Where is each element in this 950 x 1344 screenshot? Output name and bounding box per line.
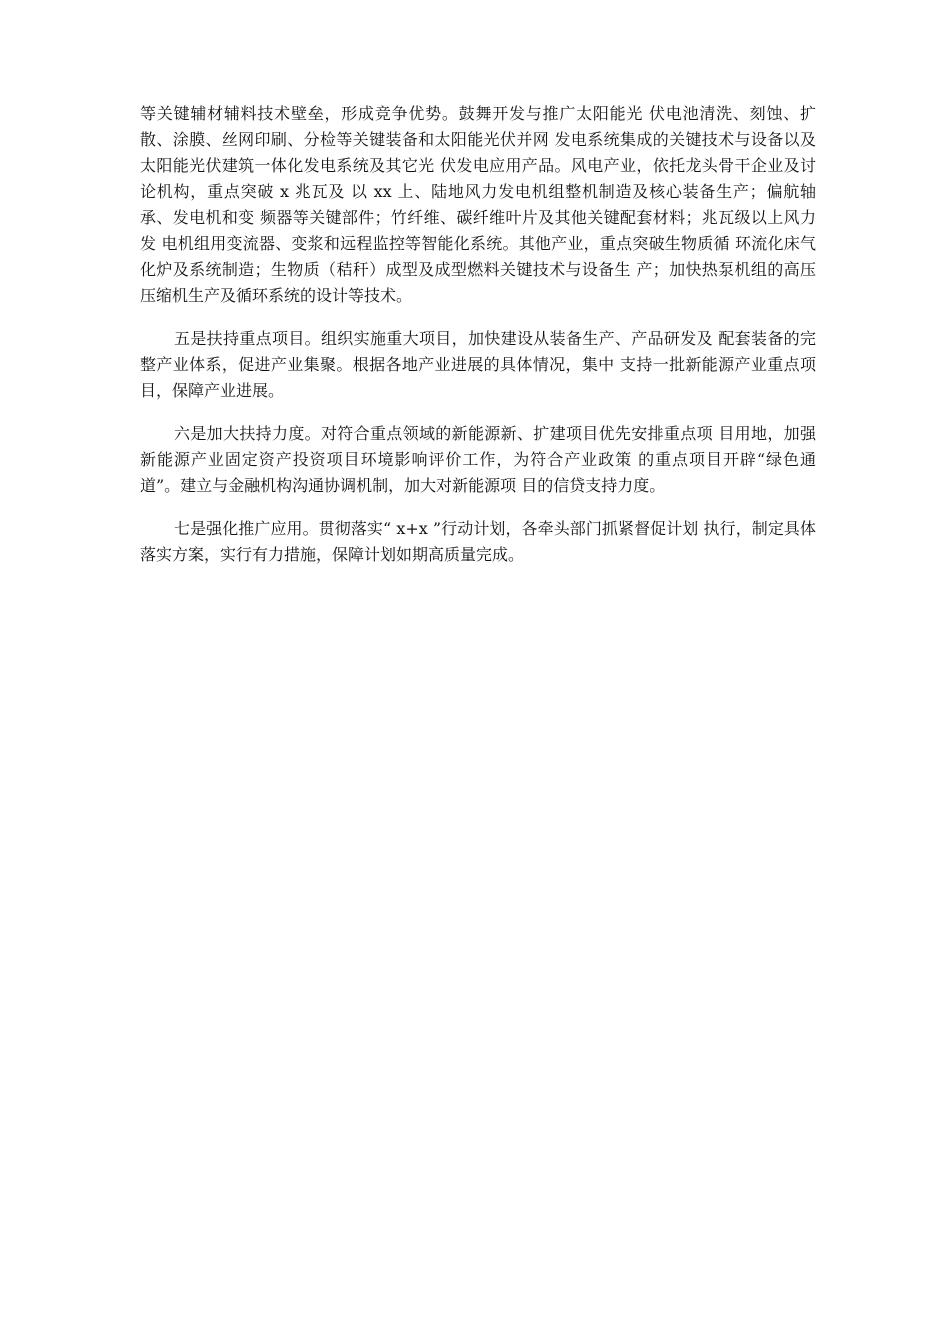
document-body <box>140 101 816 585</box>
paragraph-5: 五是扶持重点项目。组织实施重大项目，加快建设从装备生产、产品研发及 配套装备的完整产业体系，促进产业集聚。根据各地产业进展的具体情况，集中 支持一批新能源产业重点项目，保障产业进展。 <box>140 329 816 400</box>
paragraph-continuation: 等关键辅材辅料技术壁垒，形成竞争优势。鼓舞开发与推广太阳能光 伏电池清洗、刻蚀、扩散、涂膜、丝网印刷、分检等关键装备和太阳能光伏并网 发电系统集成的关键技术与设备以及太阳能光伏建筑一体化发电系统及其它光 伏发电应用产品。风电产业，依托龙头骨干企业及讨论机构，重点突破 x 兆瓦及 以 xx 上、陆地风力发电机组整机制造及核心装备生产；偏航轴承、发电机和变 频器等关键部件；竹纤维、碳纤维叶片及其他关键配套材料；兆瓦级以上风力发 电机组用变流器、变浆和远程监控等智能化系统。其他产业，重点突破生物质循 环流化床气化炉及系统制造；生物质（秸秆）成型及成型燃料关键技术与设备生 产；加快热泵机组的高压压缩机生产及循环系统的设计等技术。 <box>140 104 816 305</box>
paragraph-6: 六是加大扶持力度。对符合重点领域的新能源新、扩建项目优先安排重点项 目用地，加强新能源产业固定资产投资项目环境影响评价工作，为符合产业政策 的重点项目开辟“绿色通道”。建立与金融机构沟通协调机制，加大对新能源项 目的信贷支持力度。 <box>140 424 816 495</box>
paragraph-7: 七是强化推广应用。贯彻落实“ x+x ”行动计划，各牵头部门抓紧督促计划 执行，制定具体落实方案，实行有力措施，保障计划如期高质量完成。 <box>140 519 816 564</box>
